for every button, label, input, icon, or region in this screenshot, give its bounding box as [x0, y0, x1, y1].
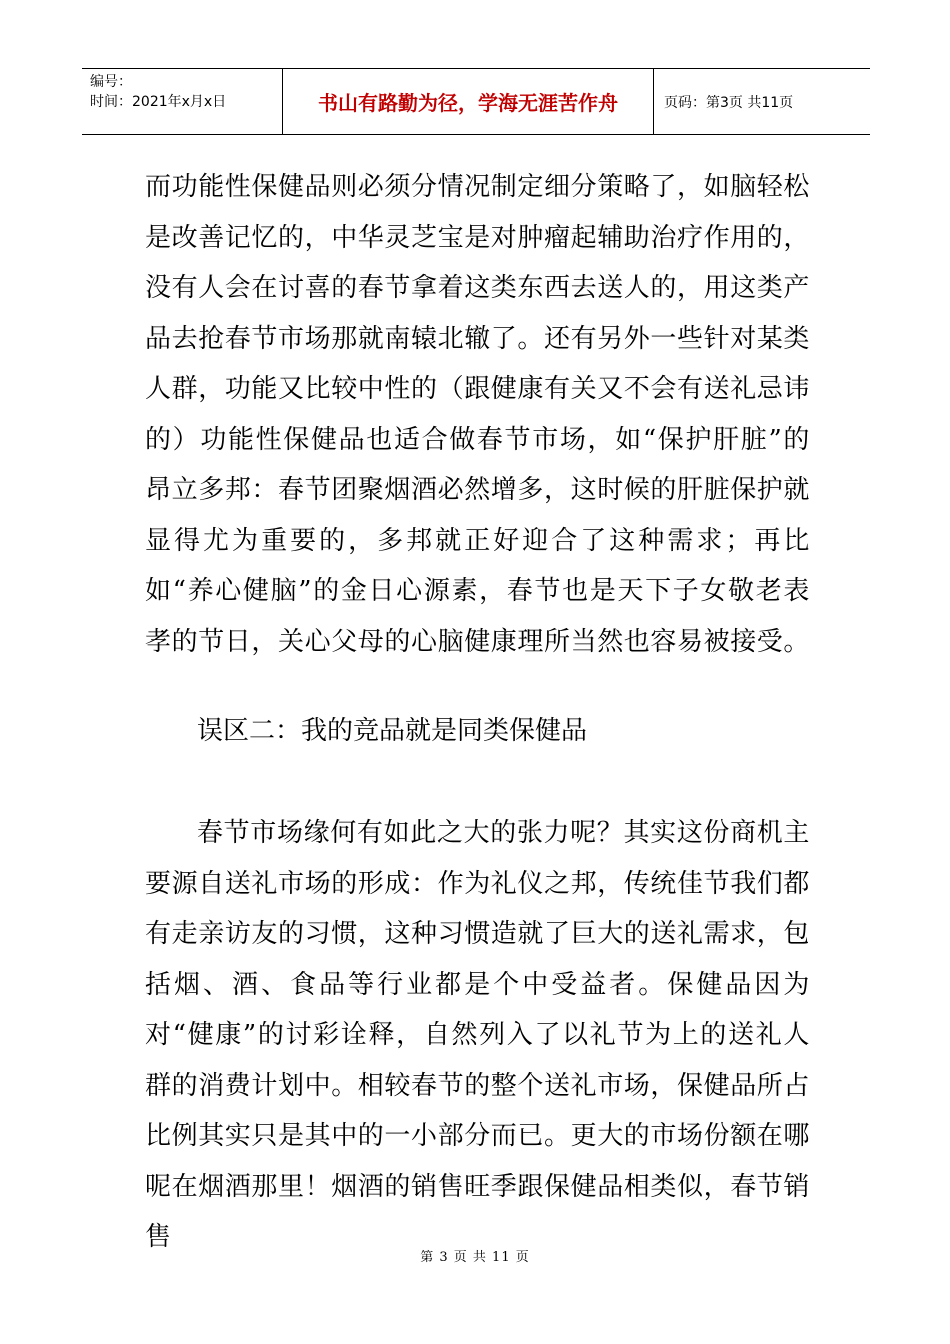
header-left-cell: [82, 69, 282, 134]
paragraph-2: 春节市场缘何有如此之大的张力呢？其实这份商机主要源自送礼市场的形成：作为礼仪之邦，传统佳节我们都有走亲访友的习惯，这种习惯造就了巨大的送礼需求，包括烟、酒、食品等行业都是个中受益者。保健品因为对“健康”的讨彩诠释，自然列入了以礼节为上的送礼人群的消费计划中。相较春节的整个送礼市场，保健品所占比例其实只是其中的一小部分而已。更大的市场份额在哪呢在烟酒那里！烟酒的销售旺季跟保健品相类似，春节销售: [145, 818, 811, 1252]
section-heading: 误区二：我的竞品就是同类保健品: [197, 716, 588, 746]
page-header: [82, 68, 870, 135]
header-motto: 书山有路勤为径，学海无涯苦作舟: [282, 69, 654, 134]
page-footer: 第 3 页 共 11 页: [420, 1250, 530, 1265]
header-page-info: 页码：第3页 共11页: [664, 94, 794, 111]
date-label: 时间：2021年x月x日: [90, 94, 227, 110]
paragraph-1: 而功能性保健品则必须分情况制定细分策略了，如脑轻松是改善记忆的，中华灵芝宝是对肿瘤起辅助治疗作用的，没有人会在讨喜的春节拿着这类东西去送人的，用这类产品去抢春节市场那就南辕北辙了。还有另外一些针对某类人群，功能又比较中性的（跟健康有关又不会有送礼忌讳的）功能性保健品也适合做春节市场，如“保护肝脏”的昂立多邦：春节团聚烟酒必然增多，这时候的肝脏保护就显得尤为重要的，多邦就正好迎合了这种需求；再比如“养心健脑”的金日心源素，春节也是天下子女敬老表孝的节日，关心父母的心脑健康理所当然也容易被接受。: [145, 172, 811, 657]
number-label: 编号：: [90, 74, 132, 90]
